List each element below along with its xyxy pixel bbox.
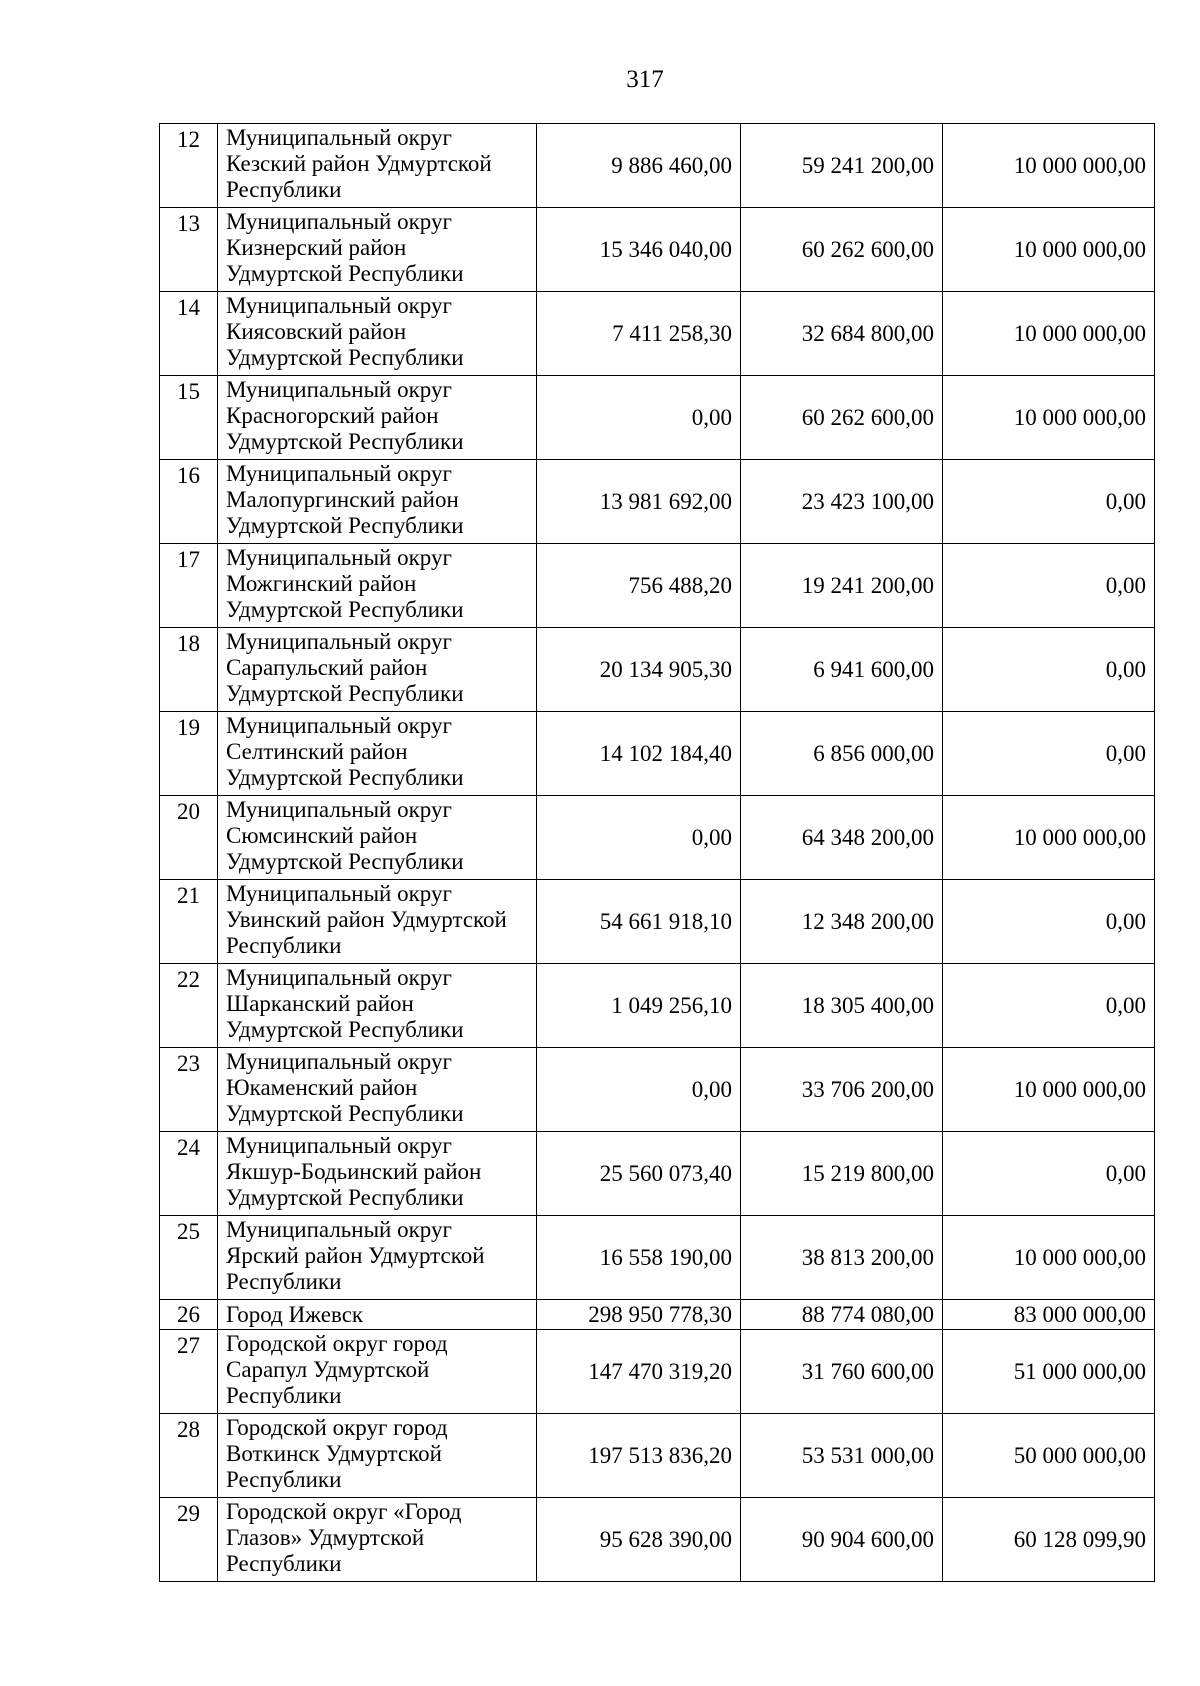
table-row xyxy=(160,1330,1155,1414)
municipality-name-cell: Муниципальный округ Селтинский район Удмуртской Республики xyxy=(218,712,537,796)
amount-cell-1: 9 886 460,00 xyxy=(537,124,741,208)
amount-cell-3: 0,00 xyxy=(943,1132,1155,1216)
table-row xyxy=(160,460,1155,544)
row-number-cell: 14 xyxy=(160,292,218,376)
municipality-name-cell: Муниципальный округ Якшур-Бодьинский район Удмуртской Республики xyxy=(218,1132,537,1216)
row-number-cell: 16 xyxy=(160,460,218,544)
table-row xyxy=(160,1300,1155,1330)
table-row xyxy=(160,1414,1155,1498)
amount-cell-3: 10 000 000,00 xyxy=(943,124,1155,208)
row-number-cell: 27 xyxy=(160,1330,218,1414)
row-number-cell: 24 xyxy=(160,1132,218,1216)
amount-cell-3: 0,00 xyxy=(943,964,1155,1048)
amount-cell-2: 60 262 600,00 xyxy=(741,376,943,460)
municipality-name-cell: Муниципальный округ Увинский район Удмуртской Республики xyxy=(218,880,537,964)
table-row xyxy=(160,880,1155,964)
municipality-name-cell: Городской округ «Город Глазов» Удмуртской Республики xyxy=(218,1498,537,1582)
amount-cell-1: 15 346 040,00 xyxy=(537,208,741,292)
table-row xyxy=(160,1216,1155,1300)
amount-cell-1: 0,00 xyxy=(537,1048,741,1132)
amount-cell-2: 88 774 080,00 xyxy=(741,1300,943,1330)
amount-cell-1: 7 411 258,30 xyxy=(537,292,741,376)
amount-cell-2: 60 262 600,00 xyxy=(741,208,943,292)
amount-cell-3: 10 000 000,00 xyxy=(943,292,1155,376)
amount-cell-1: 1 049 256,10 xyxy=(537,964,741,1048)
amount-cell-1: 0,00 xyxy=(537,796,741,880)
amount-cell-1: 95 628 390,00 xyxy=(537,1498,741,1582)
amount-cell-2: 33 706 200,00 xyxy=(741,1048,943,1132)
table-row xyxy=(160,124,1155,208)
amount-cell-1: 13 981 692,00 xyxy=(537,460,741,544)
row-number-cell: 20 xyxy=(160,796,218,880)
table-body xyxy=(160,124,1155,1582)
amount-cell-3: 60 128 099,90 xyxy=(943,1498,1155,1582)
table-row xyxy=(160,376,1155,460)
amount-cell-1: 197 513 836,20 xyxy=(537,1414,741,1498)
amount-cell-3: 10 000 000,00 xyxy=(943,796,1155,880)
table-row xyxy=(160,796,1155,880)
amount-cell-3: 10 000 000,00 xyxy=(943,1048,1155,1132)
amount-cell-2: 23 423 100,00 xyxy=(741,460,943,544)
municipality-name-cell: Муниципальный округ Сарапульский район Удмуртской Республики xyxy=(218,628,537,712)
table-row xyxy=(160,208,1155,292)
table-row xyxy=(160,544,1155,628)
table-row xyxy=(160,964,1155,1048)
amount-cell-3: 83 000 000,00 xyxy=(943,1300,1155,1330)
amount-cell-1: 16 558 190,00 xyxy=(537,1216,741,1300)
row-number-cell: 15 xyxy=(160,376,218,460)
amount-cell-1: 14 102 184,40 xyxy=(537,712,741,796)
row-number-cell: 26 xyxy=(160,1300,218,1330)
row-number-cell: 25 xyxy=(160,1216,218,1300)
municipality-name-cell: Муниципальный округ Киясовский район Удмуртской Республики xyxy=(218,292,537,376)
amount-cell-1: 756 488,20 xyxy=(537,544,741,628)
municipality-name-cell: Муниципальный округ Сюмсинский район Удмуртской Республики xyxy=(218,796,537,880)
municipality-name-cell: Муниципальный округ Малопургинский район Удмуртской Республики xyxy=(218,460,537,544)
row-number-cell: 18 xyxy=(160,628,218,712)
amount-cell-3: 0,00 xyxy=(943,460,1155,544)
municipality-name-cell: Муниципальный округ Юкаменский район Удмуртской Республики xyxy=(218,1048,537,1132)
amount-cell-3: 51 000 000,00 xyxy=(943,1330,1155,1414)
municipality-name-cell: Городской округ город Сарапул Удмуртской Республики xyxy=(218,1330,537,1414)
amount-cell-3: 50 000 000,00 xyxy=(943,1414,1155,1498)
amount-cell-1: 147 470 319,20 xyxy=(537,1330,741,1414)
municipality-name-cell: Муниципальный округ Шарканский район Удмуртской Республики xyxy=(218,964,537,1048)
municipality-name-cell: Муниципальный округ Ярский район Удмуртской Республики xyxy=(218,1216,537,1300)
amount-cell-2: 6 856 000,00 xyxy=(741,712,943,796)
amount-cell-2: 38 813 200,00 xyxy=(741,1216,943,1300)
amount-cell-3: 10 000 000,00 xyxy=(943,208,1155,292)
municipality-name-cell: Муниципальный округ Красногорский район Удмуртской Республики xyxy=(218,376,537,460)
table-row xyxy=(160,1498,1155,1582)
row-number-cell: 23 xyxy=(160,1048,218,1132)
row-number-cell: 13 xyxy=(160,208,218,292)
amount-cell-1: 25 560 073,40 xyxy=(537,1132,741,1216)
amount-cell-1: 0,00 xyxy=(537,376,741,460)
municipality-name-cell: Город Ижевск xyxy=(218,1300,537,1330)
table-row xyxy=(160,712,1155,796)
amount-cell-2: 53 531 000,00 xyxy=(741,1414,943,1498)
amount-cell-2: 59 241 200,00 xyxy=(741,124,943,208)
table-row xyxy=(160,628,1155,712)
table-row xyxy=(160,1048,1155,1132)
row-number-cell: 21 xyxy=(160,880,218,964)
municipality-name-cell: Муниципальный округ Кизнерский район Удмуртской Республики xyxy=(218,208,537,292)
municipality-name-cell: Муниципальный округ Можгинский район Удмуртской Республики xyxy=(218,544,537,628)
row-number-cell: 28 xyxy=(160,1414,218,1498)
amount-cell-3: 0,00 xyxy=(943,880,1155,964)
amount-cell-2: 6 941 600,00 xyxy=(741,628,943,712)
row-number-cell: 19 xyxy=(160,712,218,796)
page-number: 317 xyxy=(626,66,664,93)
amount-cell-2: 19 241 200,00 xyxy=(741,544,943,628)
row-number-cell: 12 xyxy=(160,124,218,208)
amount-cell-3: 0,00 xyxy=(943,628,1155,712)
budget-allocation-table xyxy=(159,123,1155,1582)
row-number-cell: 29 xyxy=(160,1498,218,1582)
row-number-cell: 17 xyxy=(160,544,218,628)
amount-cell-2: 64 348 200,00 xyxy=(741,796,943,880)
amount-cell-1: 298 950 778,30 xyxy=(537,1300,741,1330)
municipality-name-cell: Муниципальный округ Кезский район Удмуртской Республики xyxy=(218,124,537,208)
amount-cell-2: 32 684 800,00 xyxy=(741,292,943,376)
amount-cell-1: 20 134 905,30 xyxy=(537,628,741,712)
amount-cell-2: 31 760 600,00 xyxy=(741,1330,943,1414)
amount-cell-1: 54 661 918,10 xyxy=(537,880,741,964)
row-number-cell: 22 xyxy=(160,964,218,1048)
municipality-name-cell: Городской округ город Воткинск Удмуртской Республики xyxy=(218,1414,537,1498)
amount-cell-2: 18 305 400,00 xyxy=(741,964,943,1048)
amount-cell-3: 10 000 000,00 xyxy=(943,376,1155,460)
amount-cell-2: 15 219 800,00 xyxy=(741,1132,943,1216)
amount-cell-3: 0,00 xyxy=(943,544,1155,628)
amount-cell-2: 12 348 200,00 xyxy=(741,880,943,964)
amount-cell-3: 10 000 000,00 xyxy=(943,1216,1155,1300)
amount-cell-2: 90 904 600,00 xyxy=(741,1498,943,1582)
table-row xyxy=(160,292,1155,376)
amount-cell-3: 0,00 xyxy=(943,712,1155,796)
table-row xyxy=(160,1132,1155,1216)
